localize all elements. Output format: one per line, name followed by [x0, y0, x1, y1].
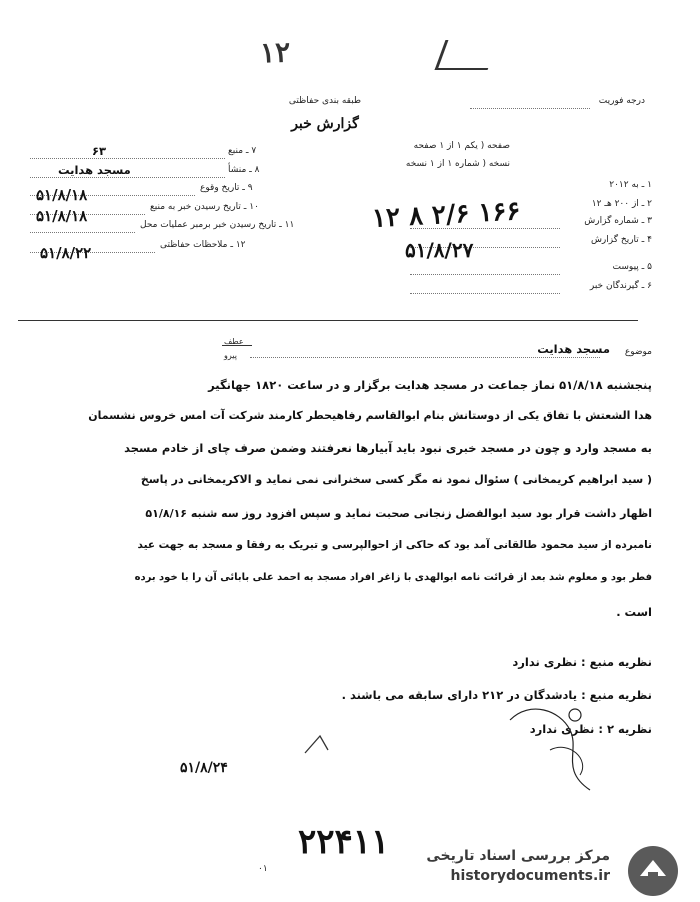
meta-item-12: ۱۲ ـ ملاحظات حفاظتی	[160, 240, 246, 250]
meta-item-7: ۷ ـ منبع	[228, 146, 257, 156]
subject-label: موضوع	[624, 347, 652, 357]
body-line: به مسجد وارد و چون در مسجد خبری نبود باید آبیارها نعرفتند وضمن صرف چای از خادم مسجد	[124, 441, 652, 455]
header-scribble: ۱۲	[259, 35, 291, 70]
atf-label: عطف	[224, 337, 244, 346]
source-value: ۶۳	[92, 144, 107, 158]
page-line: صفحه ( یکم ۱ از ۱ صفحه	[413, 141, 510, 151]
meta-item-9: ۹ ـ تاریخ وقوع	[200, 183, 253, 193]
watermark-logo-icon	[628, 846, 678, 896]
body-line: پنجشنبه ۵۱/۸/۱۸ نماز جماعت در مسجد هدایت برگزار و در ساعت ۱۸۲۰ جهانگیر	[208, 378, 652, 392]
classification-label: طبقه بندی حفاظتی	[288, 96, 362, 106]
meta-item-1: ۱ ـ به ۲۰۱۲	[609, 180, 652, 190]
report-date-handwritten: ۵۱/۸/۲۷	[405, 238, 474, 262]
ink-stroke	[435, 40, 499, 70]
origin-value: مسجد هدایت	[58, 163, 131, 177]
priority-line	[470, 108, 590, 109]
small-scribble	[300, 728, 340, 758]
body-line: ( سید ابراهیم کریمخانی ) سئوال نمود نه مگر کسی سخنرانی نمی نماید و الاکریمخانی در پاسخ	[140, 473, 652, 486]
signature-scribble	[500, 690, 610, 800]
date-occurred: ۵۱/۸/۱۸	[36, 186, 88, 204]
footer-big-scribble: ۲۲۴۱۱	[298, 822, 390, 862]
watermark-line1: مرکز بررسی اسناد تاریخی	[426, 848, 610, 864]
section-divider	[18, 320, 638, 321]
form-title: گزارش خبر	[291, 116, 359, 132]
opinion-line: نظریه منبع : یادشدگان در ۲۱۲ دارای سابقه می باشند .	[341, 688, 652, 702]
peyro-label: پیرو	[224, 351, 237, 360]
body-line: است .	[616, 605, 652, 619]
meta-item-5: ۵ ـ پیوست	[612, 262, 652, 272]
meta-item-4: ۴ ـ تاریخ گزارش	[590, 235, 652, 245]
body-line: نامبرده از سید محمود طالقانی آمد بود که حاکی از احوالپرسی و تبریک به رفقا و مسجد به جهت عید	[137, 539, 652, 551]
copy-line: نسخه ( شماره ۱ از ۱ نسخه	[405, 159, 510, 169]
meta-item-3: ۳ ـ شماره گزارش	[584, 216, 652, 226]
report-number-handwritten: ۱۲ ۸ ۲/۶ ۱۶۶	[371, 196, 522, 234]
footer-left-num: ۰۱	[258, 864, 268, 874]
body-line: هدا الشعتش با تفاق یکی از دوستانش بنام ابوالقاسم رفاهیحطر کارمند شرکت آت امس خروس نشسمان	[88, 409, 652, 422]
footer-date: ۵۱/۸/۲۴	[180, 760, 228, 776]
meta-item-11: ۱۱ ـ تاریخ رسیدن خبر برمبر عملیات محل	[140, 220, 295, 230]
body-line: فطر بود و معلوم شد بعد از قرائت نامه ابوالهدی با زاغر افراد مسجد به احمد علی بابائی آن را با خود برده	[134, 572, 652, 583]
watermark-line2: historydocuments.ir	[450, 868, 610, 884]
body-line: اظهار داشت قرار بود سید ابوالفضل زنجانی صحبت نماید و سپس افزود روز سه شنبه ۵۱/۸/۱۶	[145, 507, 652, 520]
meta-item-10: ۱۰ ـ تاریخ رسیدن خبر به منبع	[150, 202, 259, 212]
opinion-line: نظریه ۲ : نظری ندارد	[529, 722, 652, 736]
meta-item-6: ۶ ـ گیرندگان خبر	[589, 281, 652, 291]
date-source: ۵۱/۸/۱۸	[36, 207, 88, 225]
opinion-line: نظریه منبع : نظری ندارد	[512, 655, 652, 669]
meta-item-2: ۲ ـ از ۲۰۰ هـ ۱۲	[591, 199, 652, 209]
meta-item-8: ۸ ـ منشأ	[228, 165, 260, 175]
atf-bracket	[222, 345, 252, 346]
priority-label: درجه فوریت	[598, 96, 645, 106]
subject-value: مسجد هدایت	[537, 342, 610, 356]
date-ops: ۵۱/۸/۲۲	[40, 244, 92, 262]
